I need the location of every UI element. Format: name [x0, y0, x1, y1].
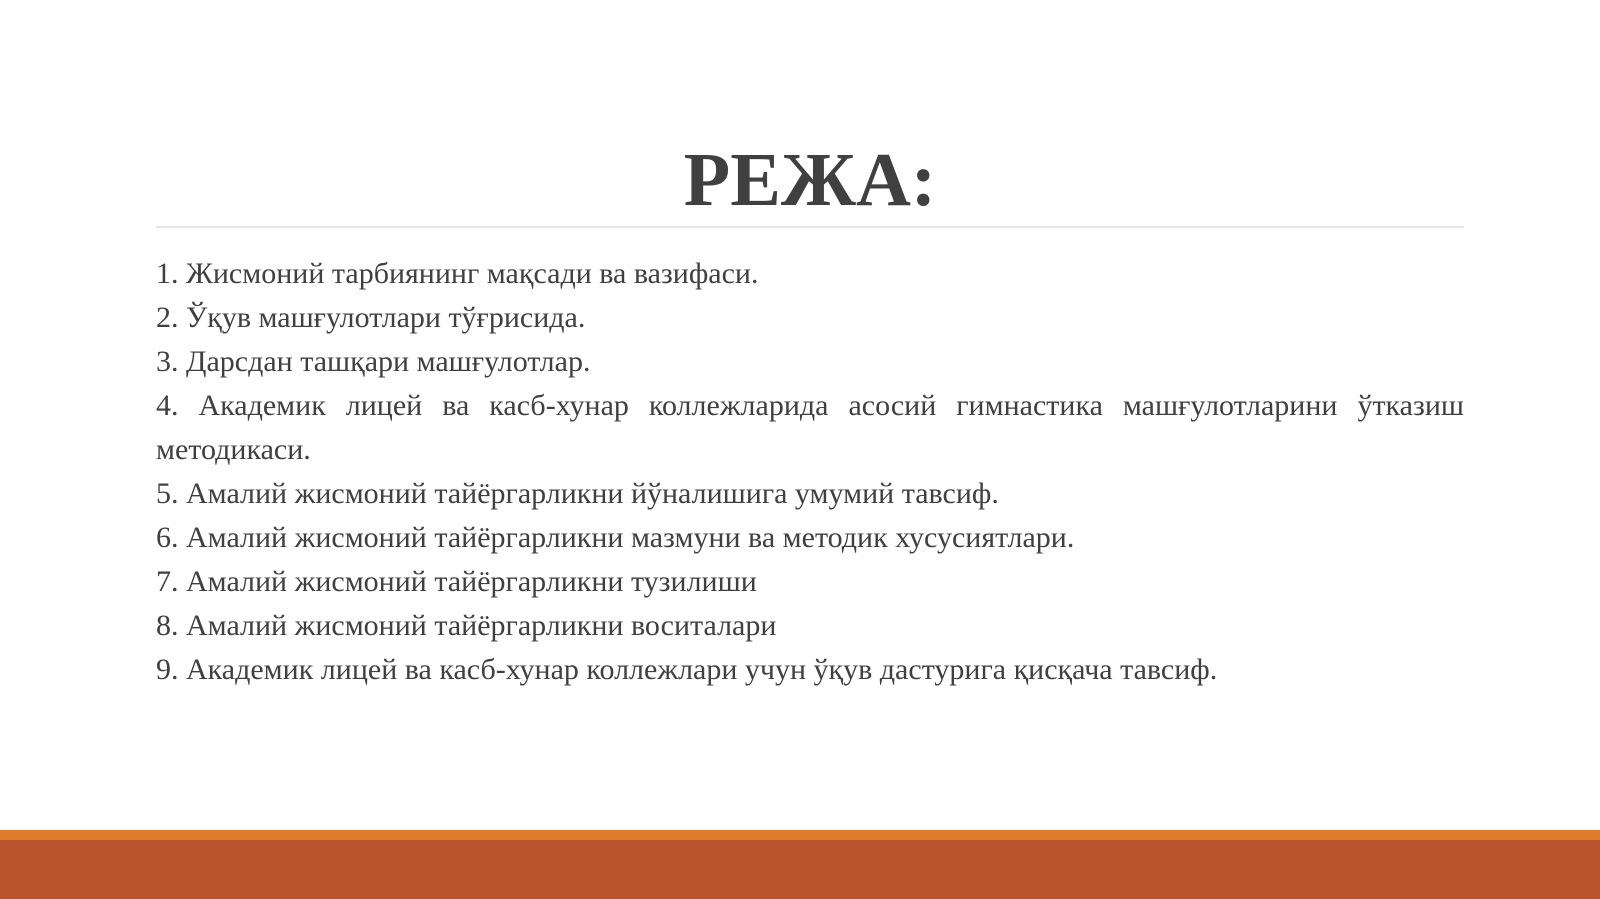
plan-item: 9. Академик лицей ва касб-хунар коллежлари учун ўқув дастурига қисқача тавсиф.: [156, 653, 1218, 686]
plan-item: 3. Дарсдан ташқари машғулотлар.: [156, 345, 591, 378]
plan-list: [156, 252, 1464, 692]
plan-item: 1. Жисмоний тарбиянинг мақсади ва вазифаси.: [156, 257, 759, 290]
slide-title: РЕЖА:: [683, 138, 937, 222]
title-divider: [156, 226, 1464, 228]
plan-item: 5. Амалий жисмоний тайёргарликни йўналишига умумий тавсиф.: [156, 477, 999, 510]
footer-band: [0, 840, 1600, 899]
plan-item: 6. Амалий жисмоний тайёргарликни мазмуни ва методик хусусиятлари.: [156, 521, 1075, 554]
footer-accent-stripe: [0, 830, 1600, 840]
plan-item: 2. Ўқув машғулотлари тўғрисида.: [156, 301, 586, 334]
plan-item: 7. Амалий жисмоний тайёргарликни тузилиши: [156, 565, 757, 598]
plan-item: 8. Амалий жисмоний тайёргарликни воситалари: [156, 609, 777, 642]
plan-item: 4. Академик лицей ва касб-хунар коллежларида асосий гимнастика машғулотларини ўтказиш методикаси.: [156, 389, 1464, 466]
